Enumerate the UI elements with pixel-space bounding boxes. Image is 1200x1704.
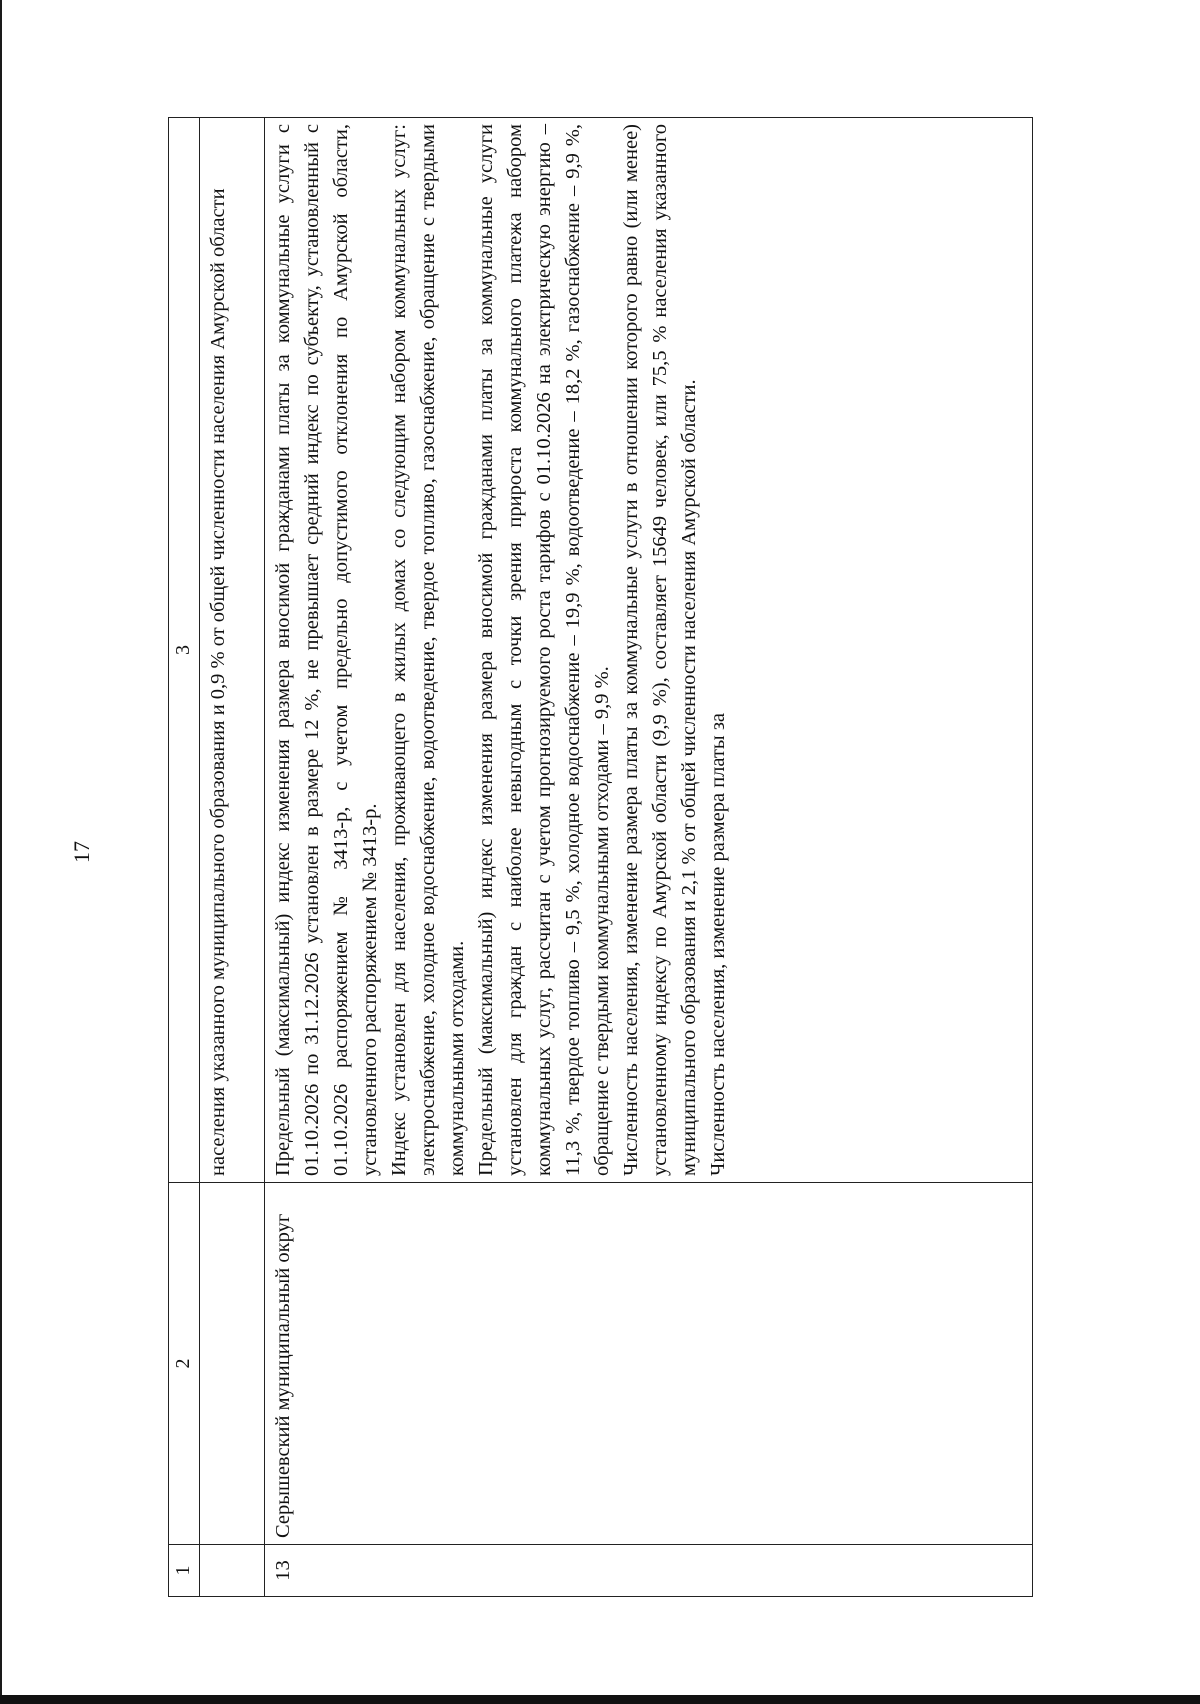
- description-paragraph-services: Индекс установлен для населения, проживающего в жилых домах со следующим набором коммунальных услуг: электроснабжение, холодное водоснабжение, водоотведение, твердое топливо, газоснабжение, обращение с твердыми коммунальными отходами.: [388, 124, 468, 1176]
- landscape-page: [168, 117, 1033, 1597]
- row-number-cell: 13: [265, 1545, 1033, 1597]
- description-paragraph-tariffs: Предельный (максимальный) индекс изменения размера вносимой гражданами платы за коммунальные услуги установлен для граждан с наиболее невыгодным с точки зрения прироста коммунального платежа набором коммунальных услуг, рассчитан с учетом прогнозируемого роста тарифов с 01.10.2026 на электрическую энергию – 11,3 %, твердое топливо – 9,5 %, холодное водоснабжение – 19,9 %, водоотведение – 18,2 %, газоснабжение – 9,9 %, обращение с твердыми коммунальными отходами – 9,9 %.: [475, 124, 613, 1176]
- header-cell-2: 2: [169, 1183, 200, 1545]
- description-paragraph-population-above: Численность населения, изменение размера платы за: [707, 712, 729, 1176]
- table-row: [265, 118, 1033, 1597]
- row-municipality-cell: Серышевский муниципальный округ: [265, 1183, 1033, 1545]
- description-paragraph-index: Предельный (максимальный) индекс изменения размера вносимой гражданами платы за коммунальные услуги с 01.10.2026 по 31.12.2026 установлен в размере 12 %, не превышает средний индекс по субъекту, установленный с 01.10.2026 распоряжением № 3413-р, с учетом предельно допустимого отклонения по Амурской области, установленного распоряжением № 3413-р.: [272, 124, 381, 1176]
- continuation-name-cell: [200, 1183, 265, 1545]
- table-header-row: [169, 118, 200, 1597]
- header-cell-3: 3: [169, 118, 200, 1183]
- continuation-row: [200, 118, 265, 1597]
- continuation-num-cell: [200, 1545, 265, 1597]
- row-description-cell: [265, 118, 1033, 1183]
- header-cell-1: 1: [169, 1545, 200, 1597]
- rotated-table-frame: [168, 117, 1033, 1597]
- continuation-paragraph: населения указанного муниципального образования и 0,9 % от общей численности населения Амурской области: [207, 188, 229, 1176]
- continuation-text-cell: [200, 118, 265, 1183]
- scan-left-edge: [0, 0, 2, 1704]
- description-paragraph-population-within: Численность населения, изменение размера платы за коммунальные услуги в отношении которого равно (или менее) установленному индексу по Амурской области (9,9 %), составляет 15649 человек, или 75,5 % населения указанного муниципального образования и 2,1 % от общей численности населения Амурской области.: [620, 124, 700, 1176]
- scan-bottom-edge: [0, 1695, 1200, 1704]
- page-number: 17: [69, 841, 94, 863]
- tariff-index-table: [168, 117, 1033, 1597]
